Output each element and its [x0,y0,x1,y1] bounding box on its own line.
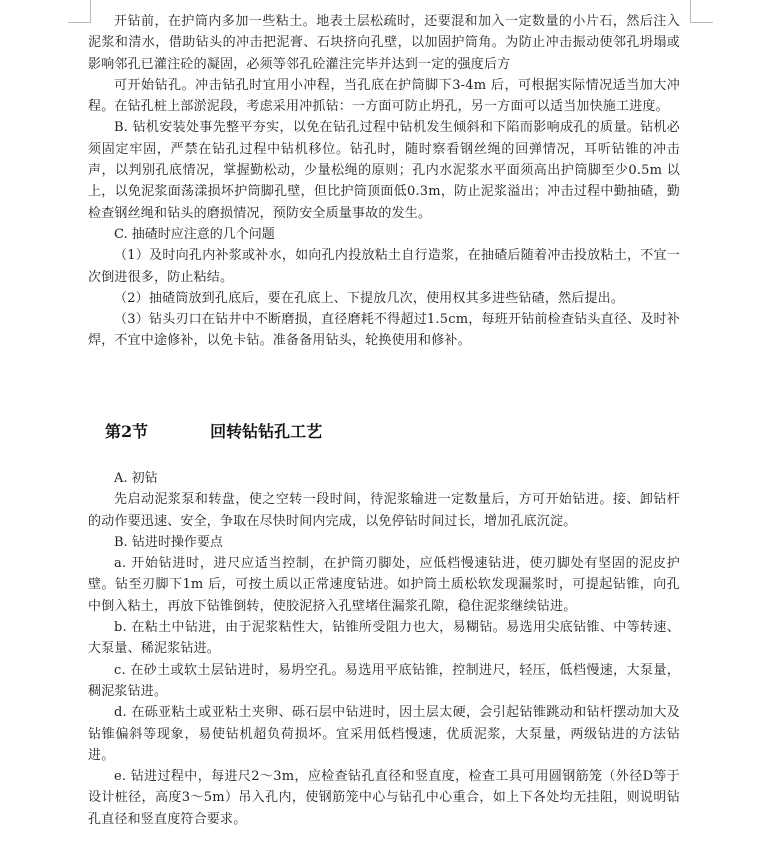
point-e: e. 钻进过程中，每进尺2～3m，应检查钻孔直径和竖直度，检查工具可用圆钢筋笼（外径D等于设计桩径，高度3～5m）吊入孔内，使钢筋笼中心与钻孔中心重合，如上下各处均无挂阻，则说明钻孔直径和竖直度符合要求。 [88,769,680,827]
subheading-initial-drilling: A. 初钻 [114,471,158,486]
paragraph-drilling-stroke: 可开始钻孔。冲击钻孔时宜用小冲程，当孔底在护筒脚下3-4m 后，可根据实际情况适当加大冲程。在钻孔桩上部淤泥段，考虑采用冲抓钻：一方面可防止坍孔，另一方面可以适当加快施工进度。 [88,77,680,115]
paragraph-initial-drilling: 先启动泥浆泵和转盘，使之空转一段时间，待泥浆输进一定数量后，方可开始钻进。接、卸钻杆的动作要迅速、安全，争取在尽快时间内完成，以免停钻时间过长，增加孔底沉淀。 [88,492,680,529]
page-corner-mark-right [690,0,713,23]
point-a: a. 开始钻进时，进尺应适当控制，在护筒刃脚处，应低档慢速钻进，使刃脚处有坚固的泥皮护壁。钻至刃脚下1m 后，可按土质以正常速度钻进。如护筒土质松软发现漏浆时，可提起钻锥，向孔中倒入粘土，再放下钻锥倒转，使胶泥挤入孔壁堵住漏浆孔隙，稳住泥浆继续钻进。 [88,556,680,614]
point-d: d. 在砾亚粘土或亚粘土夹卵、砾石层中钻进时，因土层太硬，会引起钻锥跳动和钻杆摆动加大及钻锥偏斜等现象，易使钻机超负荷损坏。宜采用低档慢速，优质泥浆，大泵量，两级钻进的方法钻进。 [88,705,680,763]
list-item-2: （2）抽碴筒放到孔底后，要在孔底上、下提放几次，使用权其多进些钻碴，然后提出。 [114,290,625,306]
point-c: c. 在砂土或软土层钻进时，易坍空孔。易选用平底钻锥，控制进尺，轻压，低档慢速，大泵量，稠泥浆钻进。 [88,662,680,699]
subheading-slag-extraction: C. 抽碴时应注意的几个问题 [114,226,275,242]
paragraph-drilling-start: 开钻前，在护筒内多加一些粘土。地表土层松疏时，还要混和加入一定数量的小片石，然后注入泥浆和清水，借助钻头的冲击把泥膏、石块挤向孔壁，以加固护筒角。为防止冲击振动使邻孔坍塌或影响邻孔已灌注砼的凝固，必须等邻孔砼灌注完毕并达到一定的强度后方 [88,14,680,72]
point-b: b. 在粘土中钻进，由于泥浆粘性大，钻锥所受阻力也大，易糊钻。易选用尖底钻锥、中等转速、大泵量、稀泥浆钻进。 [88,620,680,657]
section-number: 第2节 [105,422,149,441]
list-item-1: （1）及时向孔内补浆或补水，如向孔内投放粘土自行造浆，在抽碴后随着冲击投放粘土，不宜一次倒进很多，防止粘结。 [88,248,680,285]
section-title: 回转钻钻孔工艺 [210,422,323,441]
list-item-3: （3）钻头刃口在钻井中不断磨损，直径磨耗不得超过1.5cm，每班开钻前检查钻头直径、及时补焊，不宜中途修补，以免卡钻。准备备用钻头，轮换使用和修补。 [88,312,680,349]
document-body-bottom [88,468,680,830]
section-heading [105,419,322,442]
paragraph-rig-installation: B. 钻机安装处事先整平夯实，以免在钻孔过程中钻机发生倾斜和下陷而影响成孔的质量。钻机必须固定牢固，严禁在钻孔过程中钻机移位。钻孔时，随时察看钢丝绳的回弹情况，耳听钻锥的冲击声，以判别孔底情况，掌握勤松动，少量松绳的原则；孔内水泥浆水平面须高出护筒脚至少0.5m 以上，以免泥浆面荡漾损坏护筒脚孔壁，但比护筒顶面低0.3m，防止泥浆溢出；冲击过程中勤抽碴，勤检查钢丝绳和钻头的磨损情况，预防安全质量事故的发生。 [88,120,680,221]
document-body-top [88,11,680,352]
subheading-drilling-key-points: B. 钻进时操作要点 [114,534,223,550]
